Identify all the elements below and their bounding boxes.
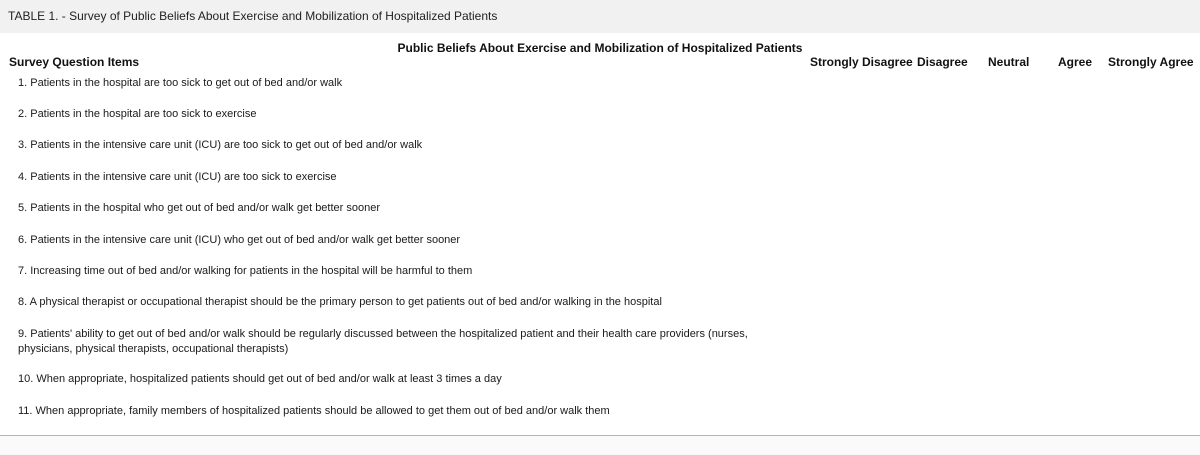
survey-item-7: 7. Increasing time out of bed and/or walking for patients in the hospital will be harmful to them [18,265,473,277]
survey-item-9: 9. Patients' ability to get out of bed and/or walk should be regularly discussed between the hospitalized patient and their health care providers (nurses, physicians, physical therapists, occupational therapists) [18,328,748,355]
footer-strip [0,436,1200,455]
survey-item-3: 3. Patients in the intensive care unit (ICU) are too sick to get out of bed and/or walk [18,139,423,151]
column-header-disagree: Disagree [917,55,968,69]
survey-item-2: 2. Patients in the hospital are too sick to exercise [18,108,257,120]
column-header-strongly-disagree: Strongly Disagree [810,55,913,69]
column-header-neutral: Neutral [988,55,1030,69]
survey-item-10: 10. When appropriate, hospitalized patients should get out of bed and/or walk at least 3 times a day [18,373,502,385]
survey-item-6: 6. Patients in the intensive care unit (ICU) who get out of bed and/or walk get better sooner [18,234,461,246]
survey-item-11: 11. When appropriate, family members of hospitalized patients should be allowed to get them out of bed and/or walk them [18,405,610,417]
table-super-header: Public Beliefs About Exercise and Mobilization of Hospitalized Patients [397,41,803,55]
survey-item-4: 4. Patients in the intensive care unit (ICU) are too sick to exercise [18,171,337,183]
survey-item-5: 5. Patients in the hospital who get out of bed and/or walk get better sooner [18,202,381,214]
survey-item-1: 1. Patients in the hospital are too sick to get out of bed and/or walk [18,77,343,89]
column-header-strongly-agree: Strongly Agree [1108,55,1194,69]
column-header-survey-items: Survey Question Items [9,55,140,69]
table-caption: TABLE 1. - Survey of Public Beliefs About Exercise and Mobilization of Hospitalized Patients [0,0,1200,33]
survey-item-8: 8. A physical therapist or occupational therapist should be the primary person to get patients out of bed and/or walking in the hospital [18,296,662,308]
column-header-agree: Agree [1058,55,1093,69]
